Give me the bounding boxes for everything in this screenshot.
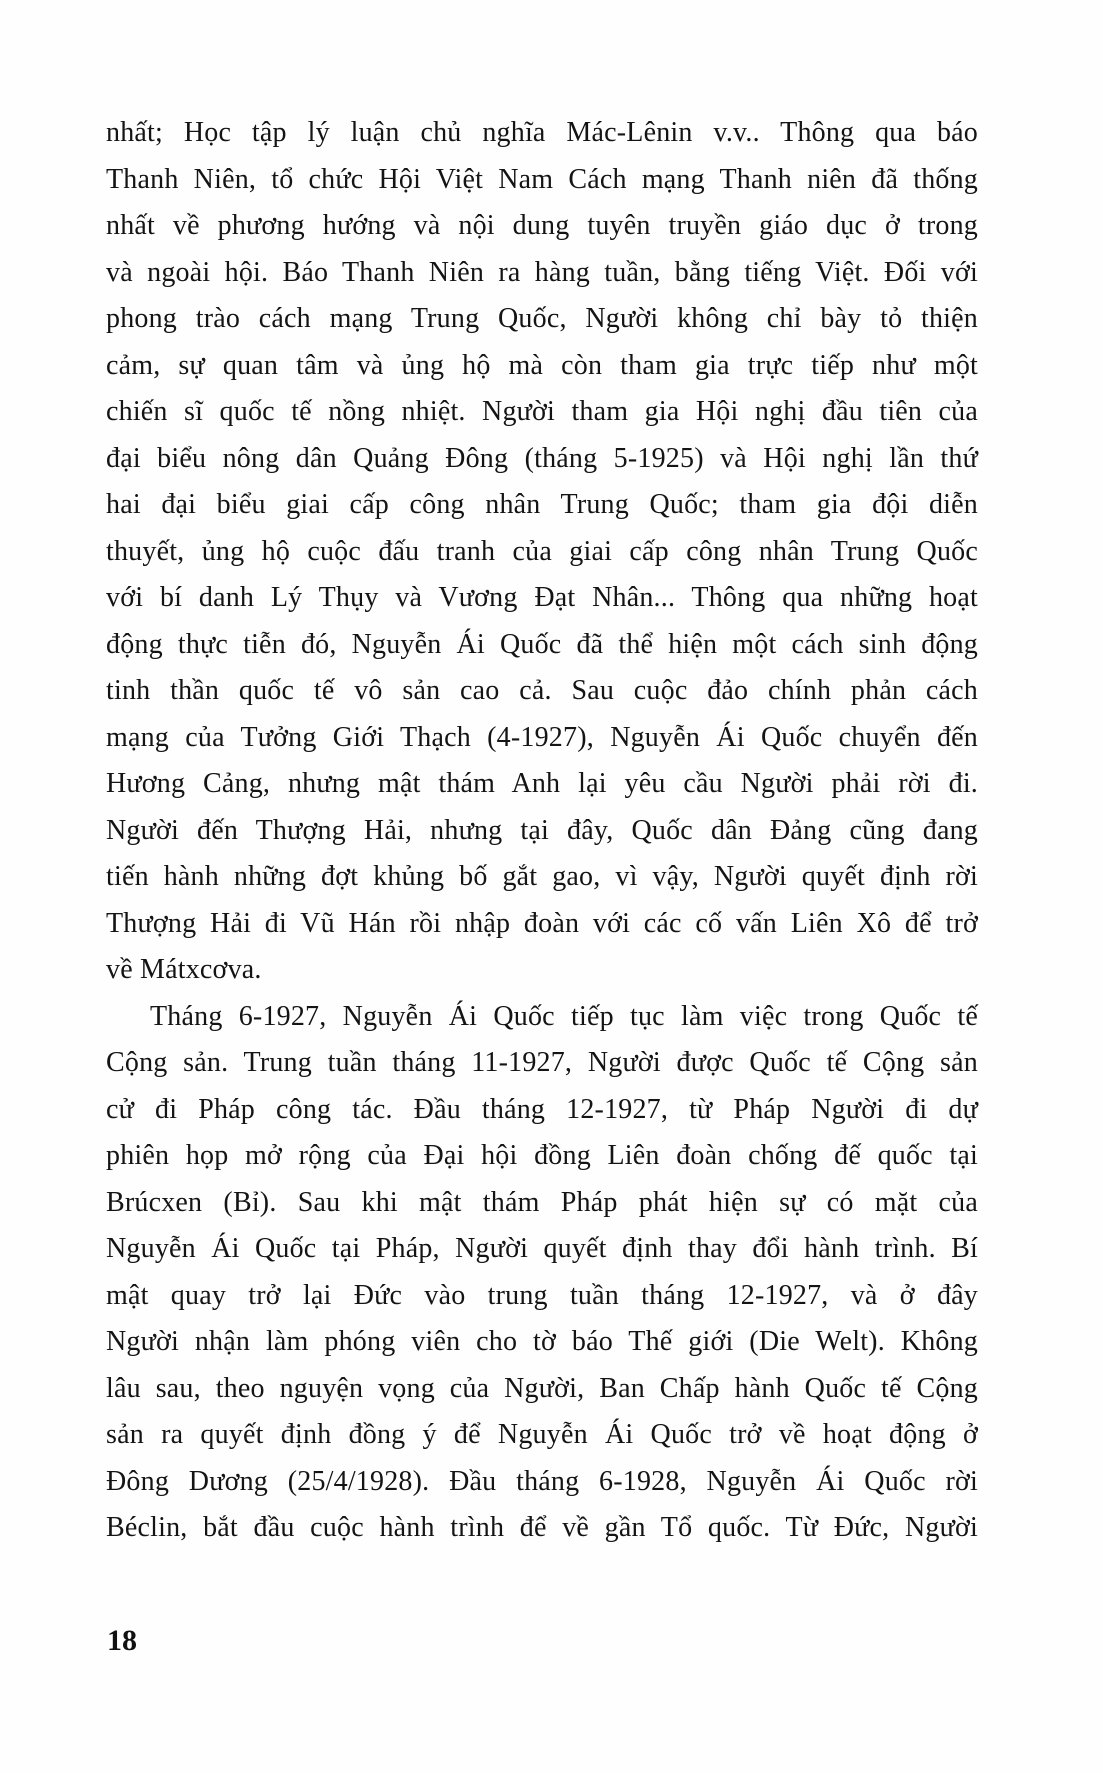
page-text [106, 110, 978, 1552]
text-line: động thực tiễn đó, Nguyễn Ái Quốc đã thể hiện một cách sinh động [106, 628, 978, 660]
text-line: tiến hành những đợt khủng bố gắt gao, vì vậy, Người quyết định rời [106, 861, 978, 892]
text-line: Cộng sản. Trung tuần tháng 11-1927, Người được Quốc tế Cộng sản [106, 1047, 978, 1078]
text-line: mạng của Tưởng Giới Thạch (4-1927), Nguyễn Ái Quốc chuyển đến [106, 721, 978, 753]
text-line: phiên họp mở rộng của Đại hội đồng Liên đoàn chống đế quốc tại [106, 1140, 978, 1171]
text-line: mật quay trở lại Đức vào trung tuần tháng 12-1927, và ở đây [106, 1279, 978, 1311]
text-line: Brúcxen (Bỉ). Sau khi mật thám Pháp phát hiện sự có mặt của [106, 1186, 978, 1218]
text-line: lâu sau, theo nguyện vọng của Người, Ban Chấp hành Quốc tế Cộng [106, 1372, 978, 1404]
text-line: cử đi Pháp công tác. Đầu tháng 12-1927, từ Pháp Người đi dự [106, 1093, 978, 1125]
text-line: Hương Cảng, nhưng mật thám Anh lại yêu cầu Người phải rời đi. [106, 768, 978, 799]
text-line: Nguyễn Ái Quốc tại Pháp, Người quyết định thay đổi hành trình. Bí [106, 1233, 978, 1264]
text-line: Người nhận làm phóng viên cho tờ báo Thế giới (Die Welt). Không [106, 1326, 978, 1357]
text-line: sản ra quyết định đồng ý để Nguyễn Ái Quốc trở về hoạt động ở [106, 1419, 978, 1450]
text-line: tinh thần quốc tế vô sản cao cả. Sau cuộc đảo chính phản cách [106, 675, 978, 706]
text-line: đại biểu nông dân Quảng Đông (tháng 5-1925) và Hội nghị lần thứ [106, 442, 978, 474]
text-line: Đông Dương (25/4/1928). Đầu tháng 6-1928, Nguyễn Ái Quốc rời [106, 1465, 978, 1497]
page-number: 18 [107, 1624, 137, 1657]
text-line: chiến sĩ quốc tế nồng nhiệt. Người tham gia Hội nghị đầu tiên của [106, 396, 978, 427]
text-line: phong trào cách mạng Trung Quốc, Người không chỉ bày tỏ thiện [106, 303, 978, 334]
text-line: nhất về phương hướng và nội dung tuyên truyền giáo dục ở trong [106, 210, 978, 241]
text-line: cảm, sự quan tâm và ủng hộ mà còn tham gia trực tiếp như một [106, 349, 978, 381]
text-line: Người đến Thượng Hải, nhưng tại đây, Quốc dân Đảng cũng đang [106, 814, 978, 846]
paragraph [106, 110, 978, 994]
text-line: với bí danh Lý Thụy và Vương Đạt Nhân... Thông qua những hoạt [106, 582, 978, 613]
text-line: thuyết, ủng hộ cuộc đấu tranh của giai cấp công nhân Trung Quốc [106, 535, 978, 567]
text-line: Béclin, bắt đầu cuộc hành trình để về gần Tổ quốc. Từ Đức, Người [106, 1512, 978, 1543]
paragraph [106, 994, 978, 1552]
text-line: Thanh Niên, tổ chức Hội Việt Nam Cách mạng Thanh niên đã thống [106, 163, 978, 195]
text-line: về Mátxcơva. [106, 954, 262, 985]
text-line: Tháng 6-1927, Nguyễn Ái Quốc tiếp tục làm việc trong Quốc tế [150, 1000, 978, 1032]
text-line: nhất; Học tập lý luận chủ nghĩa Mác-Lênin v.v.. Thông qua báo [106, 117, 978, 148]
text-line: Thượng Hải đi Vũ Hán rồi nhập đoàn với các cố vấn Liên Xô để trở [106, 907, 978, 939]
text-line: hai đại biểu giai cấp công nhân Trung Quốc; tham gia đội diễn [106, 489, 978, 520]
text-line: và ngoài hội. Báo Thanh Niên ra hàng tuần, bằng tiếng Việt. Đối với [106, 256, 978, 288]
